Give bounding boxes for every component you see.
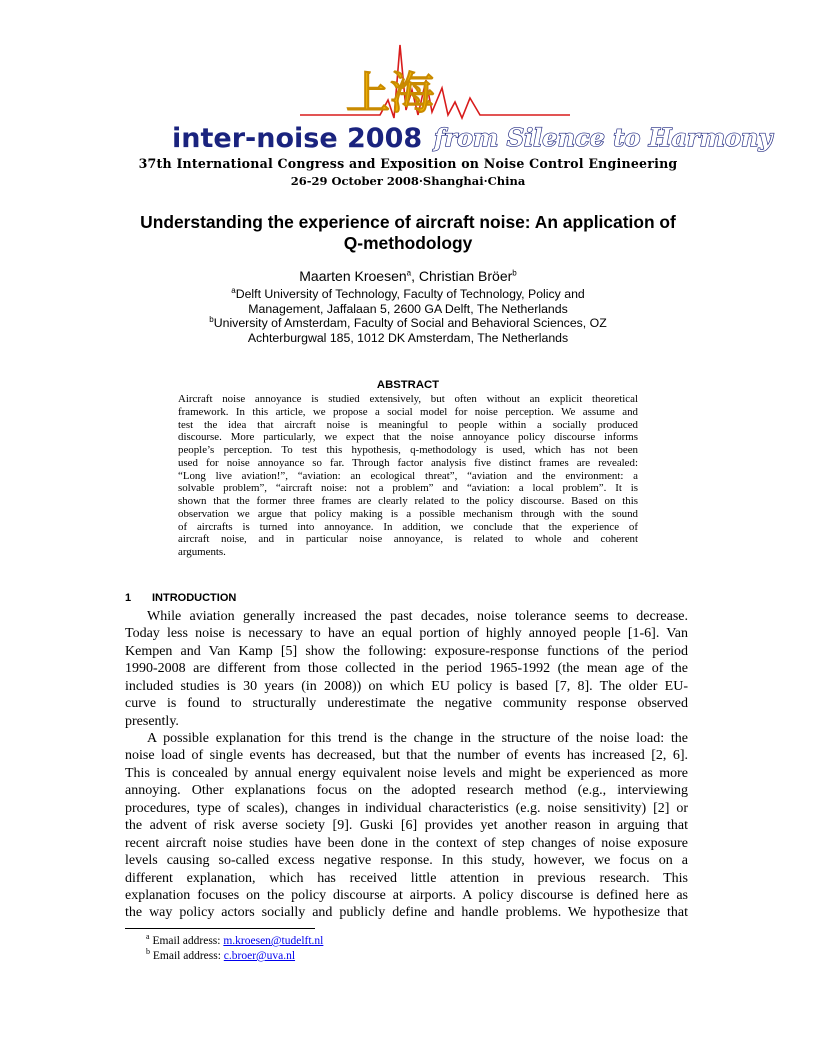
- author-1: Maarten Kroesen: [299, 268, 407, 284]
- footnote-b-label: Email address:: [152, 950, 224, 962]
- email-link-kroesen[interactable]: m.kroesen@tudelft.nl: [223, 935, 324, 947]
- paragraph-line: Kempen and Van Kamp [5] show the following: exposure-response functions of the period: [125, 643, 688, 659]
- congress-date-place: 26-29 October 2008·Shanghai·China: [290, 174, 526, 188]
- author-2: Christian Bröer: [418, 268, 513, 284]
- footnote-a: [146, 932, 324, 947]
- paragraph-line: recent aircraft noise studies have been done in the context of step changes of noise exposure: [125, 835, 688, 851]
- paragraph-line: levels causing so-called excess negative response. In this study, however, we focus on a: [125, 853, 688, 869]
- logo-chinese-text: 上海: [346, 68, 434, 119]
- email-link-broer[interactable]: c.broer@uva.nl: [223, 950, 296, 962]
- footnote-divider: [125, 928, 315, 929]
- affiliation-b-mark: b: [209, 314, 214, 324]
- affiliation-a-text: Delft University of Technology, Faculty of Technology, Policy and: [235, 287, 585, 301]
- author-1-mark: a: [406, 268, 412, 278]
- abstract-line: people’s perception. To test this hypothesis, q-methodology is used, which has not been: [178, 444, 638, 456]
- footnote-b: [146, 947, 296, 962]
- conference-logo: [150, 40, 773, 154]
- paragraph-line: 1990-2008 are different from those collected in the period 1965-1992 (the mean age of the: [125, 661, 688, 677]
- section-title: INTRODUCTION: [152, 592, 237, 604]
- affiliation-a-line-2: Management, Jaffalaan 5, 2600 GA Delft, The Netherlands: [248, 302, 568, 316]
- paragraph-line: procedures, type of scales), changes in individual characteristics (e.g. noise sensitivity) [2] or: [125, 800, 688, 816]
- logo-pulse-line: [300, 45, 570, 118]
- paragraph-line: the way policy actors socially and publicly define and handle problems. We hypothesize that: [125, 905, 688, 921]
- section-number: 1: [125, 592, 132, 604]
- paragraph-line: different explanation, which has received little attention in previous research. This: [125, 870, 688, 886]
- paragraph-line: noise load of single events has decreased, but that the number of events has increased [2, 6].: [125, 748, 688, 764]
- paragraph-line: This is concealed by annual energy equivalent noise levels and might be experienced as more: [125, 765, 688, 781]
- author-2-mark: b: [512, 268, 517, 278]
- abstract-line: test the idea that aircraft noise is meaningful to people within a socially produced: [178, 418, 638, 431]
- abstract-line: observation we argue that policy making is a possible mechanism through with the sound: [178, 507, 638, 520]
- paragraph-line: Today less noise is necessary to have an equal portion of highly annoyed people [1-6]. Van: [125, 626, 688, 642]
- abstract-line: framework. In this article, we propose a social model for noise perception. We assume and: [178, 405, 638, 418]
- paragraph-line: presently.: [125, 713, 179, 729]
- paragraph-line: curve is found to structurally underestimate the negative community response observed: [125, 696, 688, 712]
- footnote-b-mark: b: [146, 947, 150, 957]
- abstract-line: arguments.: [178, 546, 226, 558]
- author-separator: ,: [411, 268, 419, 284]
- paragraph-line: the advent of risk averse society [9]. Guski [6] provides yet another reason in arguing that: [125, 818, 688, 834]
- abstract-line: aircraft noise, and in particular noise annoyance, is related to whole and coherent: [178, 533, 638, 546]
- abstract-body: [178, 393, 638, 559]
- footnote-a-mark: a: [146, 932, 150, 942]
- author-list: [0, 268, 816, 284]
- paragraph-line: A possible explanation for this trend is the change in the structure of the noise load: the: [147, 731, 688, 746]
- affiliation-a-line-1: [0, 287, 816, 301]
- logo-conference-name: inter-noise 2008: [172, 123, 423, 154]
- section-heading: [125, 592, 236, 604]
- paragraph-1: [125, 608, 688, 730]
- logo-slogan: from Silence to Harmony: [434, 123, 773, 152]
- abstract-line: used for noise annoyance so far. Through factor analysis five distinct frames are revealed:: [178, 456, 638, 469]
- affiliation-b-text: University of Amsterdam, Faculty of Social and Behavioral Sciences, OZ: [213, 316, 607, 330]
- affiliation-b-line-1: [0, 316, 816, 330]
- paragraph-line: While aviation generally increased the past decades, noise tolerance seems to decrease.: [147, 609, 688, 624]
- paragraph-line: annoying. Other explanations focus on the adopted research method (e.g., interviewing: [125, 783, 688, 799]
- abstract-line: Aircraft noise annoyance is studied extensively, but often without an explicit theoretical: [178, 393, 638, 405]
- abstract-line: discourse. More particularly, we expect that the noise annoyance policy discourse informs: [178, 431, 638, 444]
- footnote-a-label: Email address:: [152, 935, 224, 947]
- paper-title-line-2: Q-methodology: [343, 233, 473, 253]
- abstract-line: of aircrafts is turned into annoyance. In addition, we conclude that the experience of: [178, 520, 638, 533]
- abstract-line: shown that the former three frames are clearly related to the policy discourse. Based on this: [178, 495, 638, 507]
- paragraph-2: [125, 730, 688, 922]
- affiliation-a-mark: a: [231, 285, 236, 295]
- abstract-line: solvable problem”, “aircraft noise: not a problem” and “aviation: a local problem”. It is: [178, 482, 638, 495]
- abstract-heading: ABSTRACT: [376, 379, 440, 391]
- congress-title: 37th International Congress and Exposition on Noise Control Engineering: [138, 156, 678, 171]
- affiliation-b-line-2: Achterburgwal 185, 1012 DK Amsterdam, The Netherlands: [247, 331, 569, 345]
- paper-title: [0, 212, 816, 254]
- paragraph-line: included studies is 30 years (in 2008)) on which EU policy is based [7, 8]. The older EU-: [125, 678, 688, 694]
- abstract-line: “Long live aviation!”, “aviation: an ecological threat”, “aviation and the environment: a: [178, 469, 638, 482]
- paper-title-line-1: Understanding the experience of aircraft noise: An application of: [140, 212, 676, 232]
- paragraph-line: explanation focuses on the policy discourse at airports. A policy discourse is defined here as: [125, 887, 688, 903]
